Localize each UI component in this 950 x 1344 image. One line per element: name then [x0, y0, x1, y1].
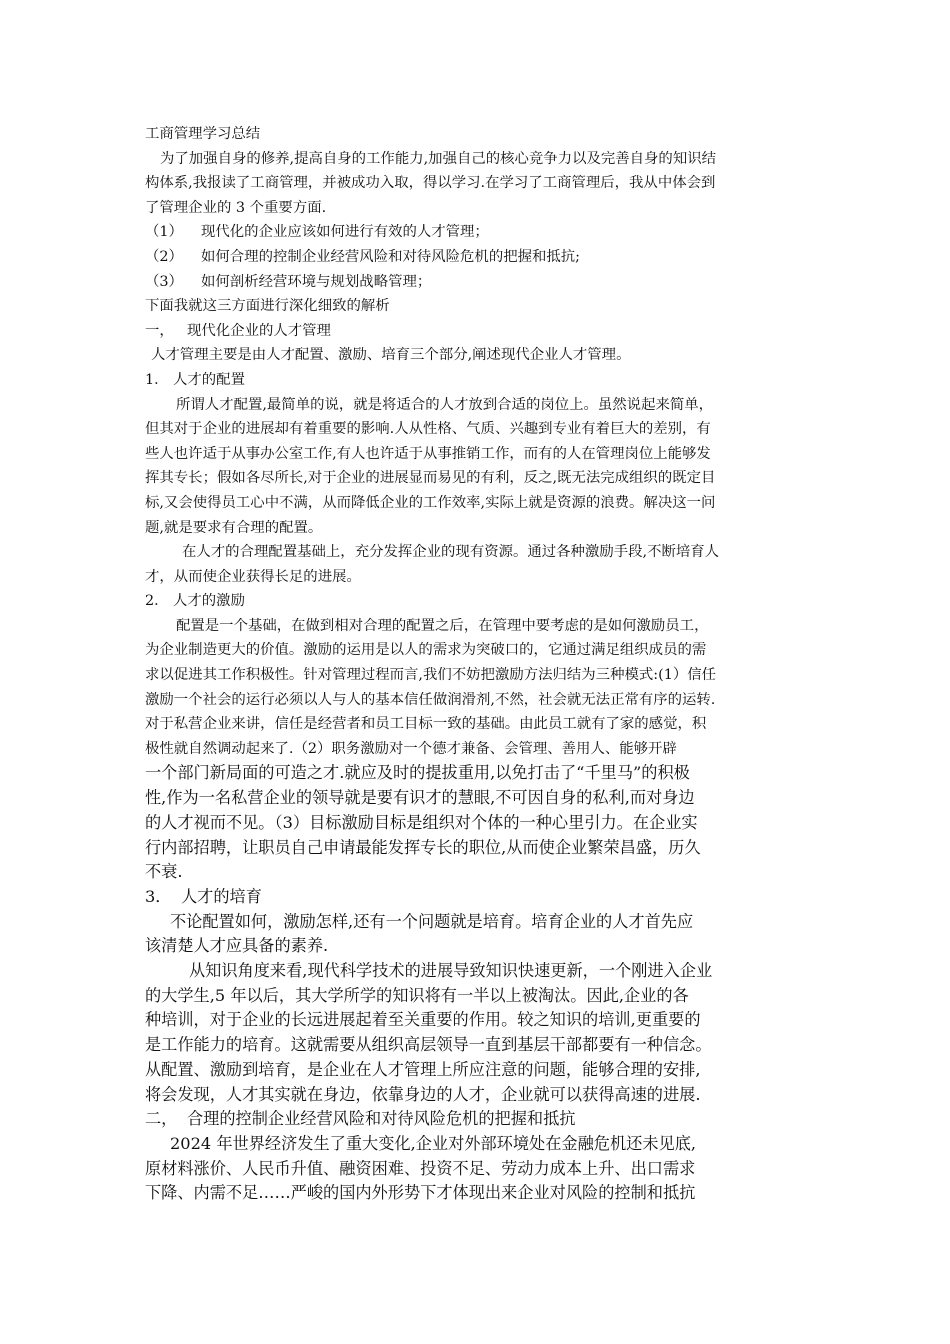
list-number: （1）: [145, 224, 183, 241]
subsection-title: 人才的激励: [173, 593, 245, 610]
section-number: 一，: [145, 322, 174, 339]
list-text: 现代化的企业应该如何进行有效的人才管理；: [201, 224, 489, 241]
text-line: 在人才的合理配置基础上，充分发挥企业的现有资源。通过各种激励手段,不断培育人: [182, 544, 720, 561]
text-line: 标,又会使得员工心中不满，从而降低企业的工作效率,实际上就是资源的浪费。解决这一问: [145, 494, 716, 511]
section-heading: [145, 319, 810, 344]
subsection-number: 1．: [145, 371, 169, 388]
text-line: 些人也许适于从事办公室工作,有人也许适于从事推销工作，而有的人在管理岗位上能够发: [145, 445, 711, 462]
text-line: 题,就是要求有合理的配置。: [145, 519, 323, 536]
text-line: 才，从而使企业获得长足的进展。: [145, 568, 361, 585]
text-line: 下降、内需不足……严峻的国内外形势下才体现出来企业对风险的控制和抵抗: [145, 1183, 696, 1203]
document-page: [145, 122, 810, 1206]
section-intro: 人才管理主要是由人才配置、激励、培育三个部分,阐述现代企业人才管理。: [151, 347, 631, 364]
text-line: 挥其专长；假如各尽所长,对于企业的进展显而易见的有利，反之,既无法完成组织的既定目: [145, 470, 716, 487]
intro-paragraph: [145, 147, 810, 221]
text-line: 一个部门新局面的可造之才.就应及时的提拔重用,以免打击了“千里马”的积极: [145, 763, 690, 783]
paragraph: [145, 910, 810, 959]
text-line: 种培训，对于企业的长远进展起着至关重要的作用。较之知识的培训,更重要的: [145, 1010, 701, 1030]
subsection-title: 人才的配置: [173, 371, 245, 388]
paragraph: [145, 1132, 810, 1206]
text-line: 极性就自然调动起来了.（2）职务激励对一个德才兼备、会管理、善用人、能够开辟: [145, 740, 677, 757]
subsection-heading: [145, 885, 810, 910]
text-line: 从配置、激励到培育，是企业在人才管理上所应注意的问题，能够合理的安排,: [145, 1059, 701, 1079]
text-line: 从知识角度来看,现代科学技术的进展导致知识快速更新，一个刚进入企业: [189, 961, 713, 981]
list-item: [145, 220, 810, 245]
text-line: 了管理企业的 3 个重要方面.: [145, 199, 327, 216]
section-title: 合理的控制企业经营风险和对待风险危机的把握和抵抗: [187, 1109, 576, 1129]
text-line: 行内部招聘，让职员自己申请最能发挥专长的职位,从而使企业繁荣昌盛，历久: [145, 837, 701, 857]
list-number: （2）: [145, 248, 183, 265]
document-title: 工商管理学习总结: [145, 126, 261, 142]
text-line: 性,作为一名私营企业的领导就是要有识才的慧眼,不可因自身的私利,而对身边: [145, 788, 695, 808]
text-line: 所谓人才配置,最简单的说，就是将适合的人才放到合适的岗位上。虽然说起来简单，: [176, 396, 714, 413]
subsection-heading: [145, 368, 810, 393]
text-line: 的大学生,5 年以后，其大学所学的知识将有一半以上被淘汰。因此,企业的各: [145, 985, 689, 1005]
text-line: 但其对于企业的进展却有着重要的影响.人从性格、气质、兴趣到专业有着巨大的差别，有: [145, 421, 711, 438]
list-text: 如何剖析经营环境与规划战略管理；: [201, 273, 432, 290]
paragraph: [145, 540, 810, 589]
subsection-number: 3．: [145, 886, 172, 906]
text-line: 配置是一个基础，在做到相对合理的配置之后，在管理中要考虑的是如何激励员工，: [176, 617, 709, 634]
section-number: 二，: [145, 1109, 178, 1129]
section-title: 现代化企业的人才管理: [187, 322, 331, 339]
text-line: 原材料涨价、人民币升值、融资困难、投资不足、劳动力成本上升、出口需求: [145, 1158, 696, 1178]
transition-line: 下面我就这三方面进行深化细致的解析: [145, 298, 390, 315]
text-line: 求以促进其工作积极性。针对管理过程而言,我们不妨把激励方法归结为三种模式:(1）信任: [145, 667, 717, 684]
subsection-number: 2．: [145, 593, 169, 610]
text-line: 激励一个社会的运行必须以人与人的基本信任做润滑剂,不然，社会就无法正常有序的运转.: [145, 691, 716, 708]
list-item: [145, 270, 810, 295]
paragraph: [145, 393, 810, 541]
list-text: 如何合理的控制企业经营风险和对待风险危机的把握和抵抗;: [201, 248, 581, 265]
text-line: 的人才视而不见。（3）目标激励目标是组织对个体的一种心里引力。在企业实: [145, 812, 698, 832]
text-line: 2024 年世界经济发生了重大变化,企业对外部环境处在金融危机还未见底,: [170, 1133, 697, 1153]
text-line: 不衰.: [145, 862, 183, 882]
text-line: 为了加强自身的修养,提高自身的工作能力,加强自己的核心竞争力以及完善自身的知识结: [160, 150, 716, 167]
section-heading: [145, 1107, 810, 1132]
subsection-heading: [145, 589, 810, 614]
list-number: （3）: [145, 273, 183, 290]
text-line: 是工作能力的培育。这就需要从组织高层领导一直到基层干部都要有一种信念。: [145, 1035, 712, 1055]
text-line: 对于私营企业来讲，信任是经营者和员工目标一致的基础。由此员工就有了家的感觉，积: [145, 716, 707, 733]
aspects-list: [145, 220, 810, 294]
text-line: 构体系,我报读了工商管理，并被成功入取，得以学习.在学习了工商管理后，我从中体会到: [145, 175, 716, 192]
text-line: 该清楚人才应具备的素养.: [145, 936, 329, 956]
text-line: 为企业制造更大的价值。激励的运用是以人的需求为突破口的，它通过满足组织成员的需: [145, 642, 707, 659]
paragraph: [145, 959, 810, 1107]
text-line: 不论配置如何，激励怎样,还有一个问题就是培育。培育企业的人才首先应: [170, 911, 694, 931]
text-line: 将会发现，人才其实就在身边，依靠身边的人才，企业就可以获得高速的进展.: [145, 1084, 701, 1104]
list-item: [145, 245, 810, 270]
subsection-title: 人才的培育: [181, 886, 262, 906]
paragraph: [145, 614, 810, 885]
